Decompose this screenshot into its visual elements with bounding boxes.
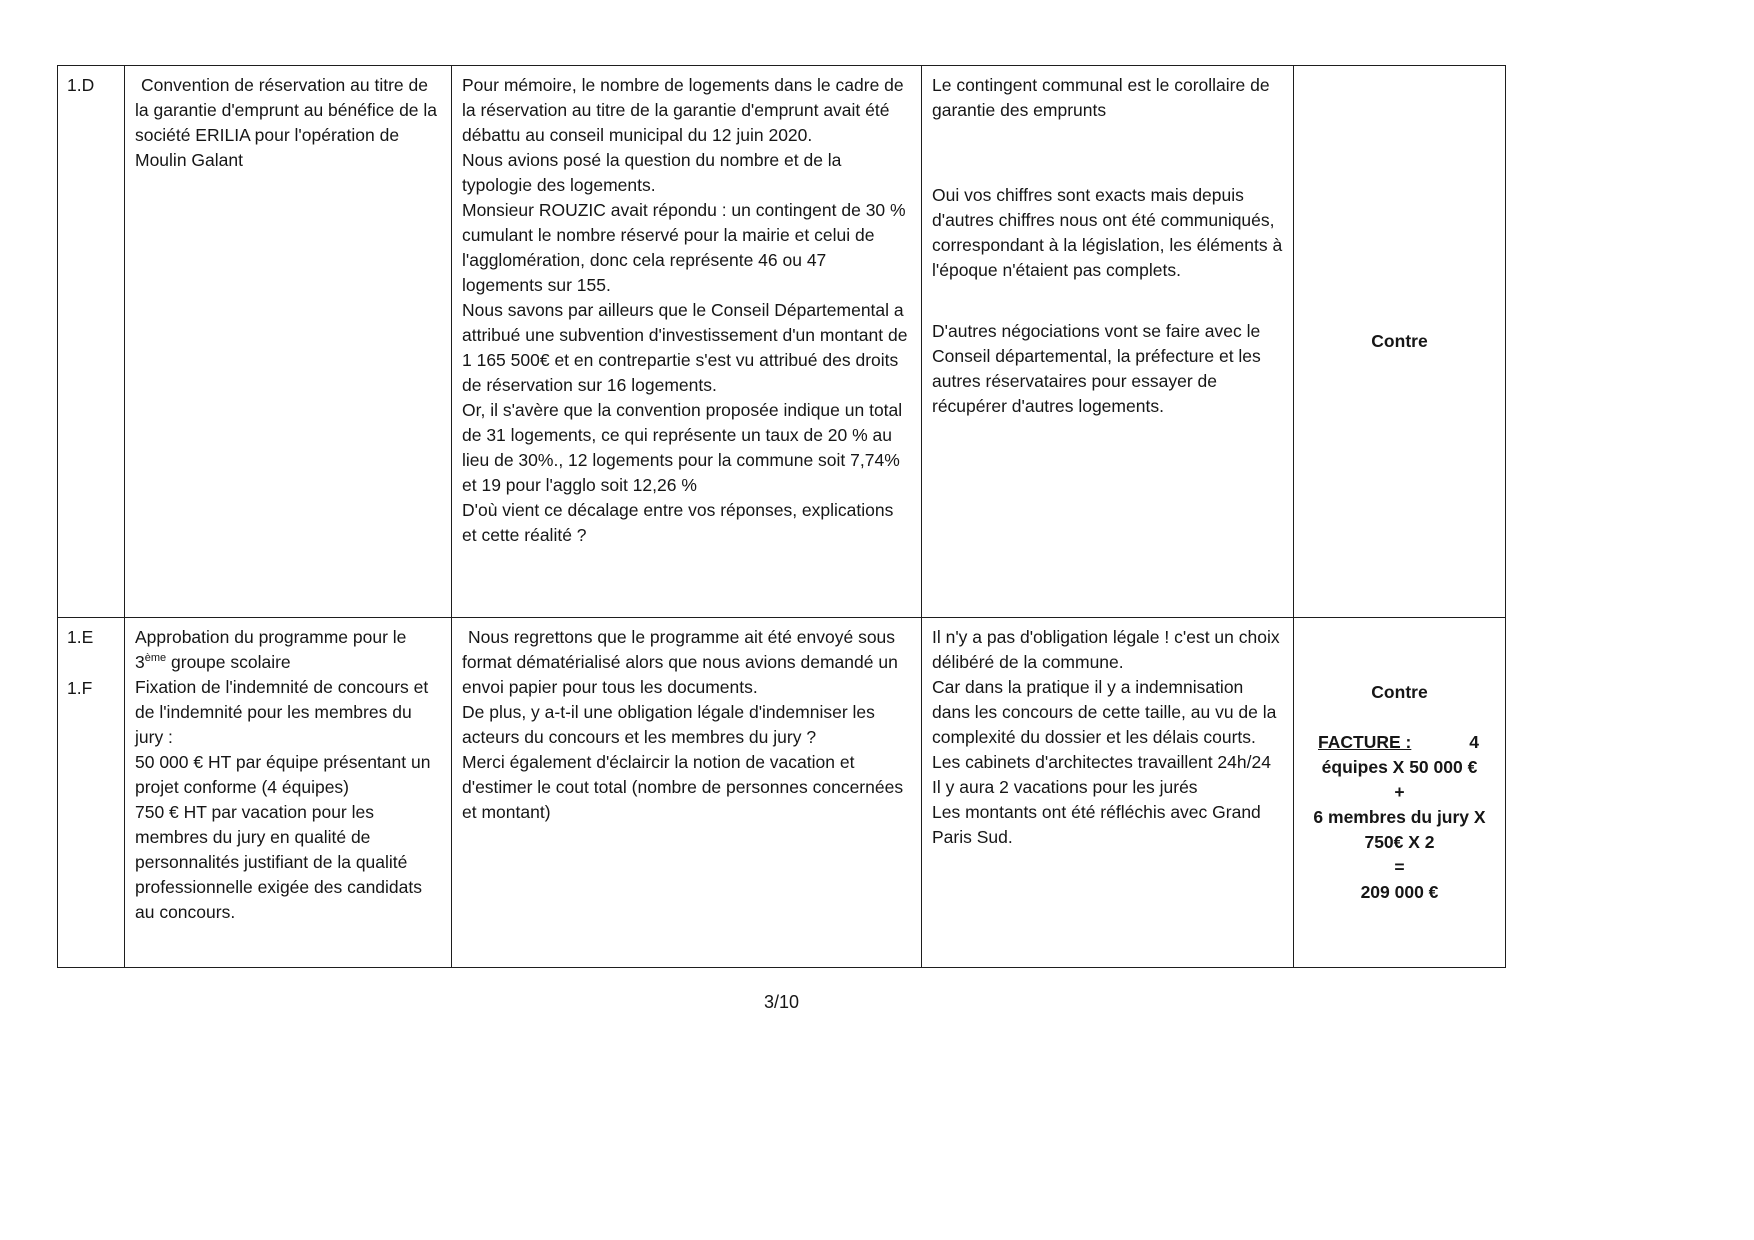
vote-cell <box>1294 66 1505 617</box>
vote-cell <box>1294 618 1505 967</box>
facture-line: 6 membres du jury X <box>1313 807 1486 827</box>
question-paragraph: D'où vient ce décalage entre vos réponses, explications et cette réalité ? <box>462 500 894 545</box>
question-paragraph: Or, il s'avère que la convention proposée indique un total de 31 logements, ce qui représente un taux de 20 % au lieu de 30%., 12 logements pour la commune soit 7,74% et 19 pour l'agglo soit 12,26 % <box>462 400 903 495</box>
question-paragraph: Pour mémoire, le nombre de logements dans le cadre de la réservation au titre de la garantie d'emprunt avait été débattu au conseil municipal du 12 juin 2020. <box>462 75 904 145</box>
item-subject <box>135 625 441 675</box>
response-paragraph: Le contingent communal est le corollaire de garantie des emprunts <box>932 75 1270 120</box>
vote-label: Contre <box>1371 682 1428 702</box>
item-id: 1.F <box>67 678 93 698</box>
item-subject: 750 € HT par vacation pour les membres du jury en qualité de personnalités justifiant de la qualité professionnelle exigée des candidats au concours. <box>135 802 422 922</box>
facture-label: FACTURE : <box>1318 732 1412 752</box>
vote-label: Contre <box>1371 331 1428 351</box>
question-cell <box>452 66 922 617</box>
question-paragraph: Merci également d'éclaircir la notion de vacation et d'estimer le cout total (nombre de personnes concernées et montant) <box>462 752 904 822</box>
facture-line: 209 000 € <box>1360 882 1439 902</box>
item-subject-cell <box>125 66 452 617</box>
response-paragraph: Il y aura 2 vacations pour les jurés <box>932 777 1198 797</box>
facture-line: + <box>1394 782 1405 802</box>
facture-head-value: 4 <box>1469 732 1479 752</box>
table-row <box>58 618 1505 967</box>
question-cell <box>452 618 922 967</box>
page-number: 3/10 <box>763 992 800 1012</box>
item-subject: 50 000 € HT par équipe présentant un projet conforme (4 équipes) <box>135 752 431 797</box>
facture-line: équipes X 50 000 € <box>1321 757 1478 777</box>
question-paragraph: De plus, y a-t-il une obligation légale d'indemniser les acteurs du concours et les membres du jury ? <box>462 702 875 747</box>
response-paragraph: D'autres négociations vont se faire avec le Conseil départemental, la préfecture et les autres réservataires pour essayer de récupérer d'autres logements. <box>932 321 1261 416</box>
response-cell <box>922 66 1294 617</box>
question-paragraph: Monsieur ROUZIC avait répondu : un contingent de 30 % cumulant le nombre réservé pour la mairie et celui de l'agglomération, donc cela représente 46 ou 47 logements sur 155. <box>462 200 906 295</box>
item-id: 1.E <box>67 627 94 647</box>
item-id: 1.D <box>67 75 95 95</box>
subject-text: Approbation du programme pour le 3 <box>135 627 407 672</box>
response-paragraph: Car dans la pratique il y a indemnisation dans les concours de cette taille, au vu de la complexité du dossier et les délais courts. Les cabinets d'architectes travaillent 24h/24 <box>932 677 1277 772</box>
facture-line: = <box>1394 857 1405 877</box>
table-row <box>58 66 1505 618</box>
item-id-cell <box>58 618 125 967</box>
subject-text: groupe scolaire <box>166 652 291 672</box>
response-paragraph: Oui vos chiffres sont exacts mais depuis d'autres chiffres nous ont été communiqués, correspondant à la législation, les éléments à l'époque n'étaient pas complets. <box>932 185 1283 280</box>
superscript-text: ème <box>144 652 167 665</box>
deliberations-table <box>57 65 1506 968</box>
response-cell <box>922 618 1294 967</box>
response-paragraph: Il n'y a pas d'obligation légale ! c'est un choix délibéré de la commune. <box>932 627 1280 672</box>
question-paragraph: Nous regrettons que le programme ait été envoyé sous format dématérialisé alors que nous avions demandé un envoi papier pour tous les documents. <box>462 627 898 697</box>
item-subject: Convention de réservation au titre de la garantie d'emprunt au bénéfice de la société ERILIA pour l'opération de Moulin Galant <box>135 75 438 170</box>
item-id-cell <box>58 66 125 617</box>
question-paragraph: Nous savons par ailleurs que le Conseil Départemental a attribué une subvention d'investissement d'un montant de 1 165 500€ et en contrepartie s'est vu attribué des droits de réservation sur 16 logements. <box>462 300 908 395</box>
item-subject: Fixation de l'indemnité de concours et de l'indemnité pour les membres du jury : <box>135 677 429 747</box>
question-paragraph: Nous avions posé la question du nombre et de la typologie des logements. <box>462 150 842 195</box>
facture-header <box>1310 730 1489 755</box>
response-paragraph: Les montants ont été réfléchis avec Grand Paris Sud. <box>932 802 1261 847</box>
facture-line: 750€ X 2 <box>1364 832 1435 852</box>
facture-block <box>1304 730 1495 905</box>
item-subject-cell <box>125 618 452 967</box>
